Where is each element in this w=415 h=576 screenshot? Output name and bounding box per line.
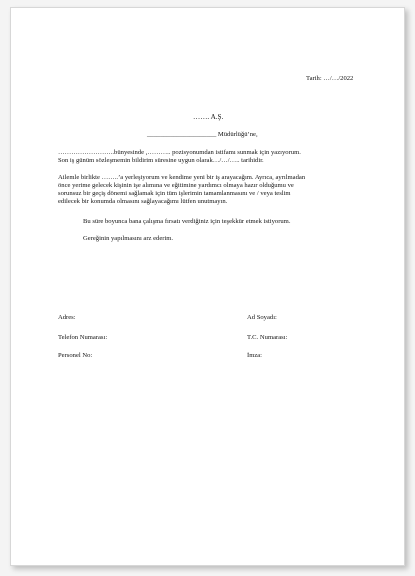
department-line: _____________________ Müdürlüğü’ne,	[147, 131, 258, 138]
document-page	[10, 7, 405, 566]
paragraph2-line2: önce yerime gelecek kişinin işe alımına ve eğitimine yardımcı olmaya hazır olduğumu ve	[58, 182, 294, 189]
paragraph1-line1: ……………………..bünyesinde ,……….. pozisyonumdan istifamı sunmak için yazıyorum.	[58, 149, 301, 156]
date-line: Tarih: …/…/2022	[306, 75, 354, 82]
paragraph2-line3: sorunsuz bir geçiş dönemi sağlamak için tüm işlerimin tamamlanmasını ve / veya teslim	[58, 190, 291, 197]
personnel-no-label: Personel No:	[58, 352, 93, 359]
address-label: Adres:	[58, 314, 76, 321]
name-label: Ad Soyadı:	[247, 314, 277, 321]
paragraph2-line1: Ailemle birlikte ……..’a yerleşiyorum ve kendime yeni bir iş arayacağım. Ayrıca, ayrılmadan	[58, 174, 306, 181]
paragraph2-line4: edilecek bir konumda olmasını sağlayacağımı lütfen unutmayın.	[58, 198, 228, 205]
company-line: ……. A.Ş.	[193, 113, 224, 121]
paragraph3: Bu süre boyunca bana çalışma fırsatı verdiğiniz için teşekkür etmek istiyorum.	[83, 218, 291, 225]
paragraph1-line2: Son iş günüm sözleşmemin bildirim süresine uygun olarak…/…/….. tarihidir.	[58, 157, 264, 164]
tc-number-label: T.C. Numarası:	[247, 334, 288, 341]
phone-label: Telefon Numarası:	[58, 334, 108, 341]
paragraph4: Gereğinin yapılmasını arz ederim.	[83, 235, 174, 242]
signature-label: İmza:	[247, 352, 263, 359]
